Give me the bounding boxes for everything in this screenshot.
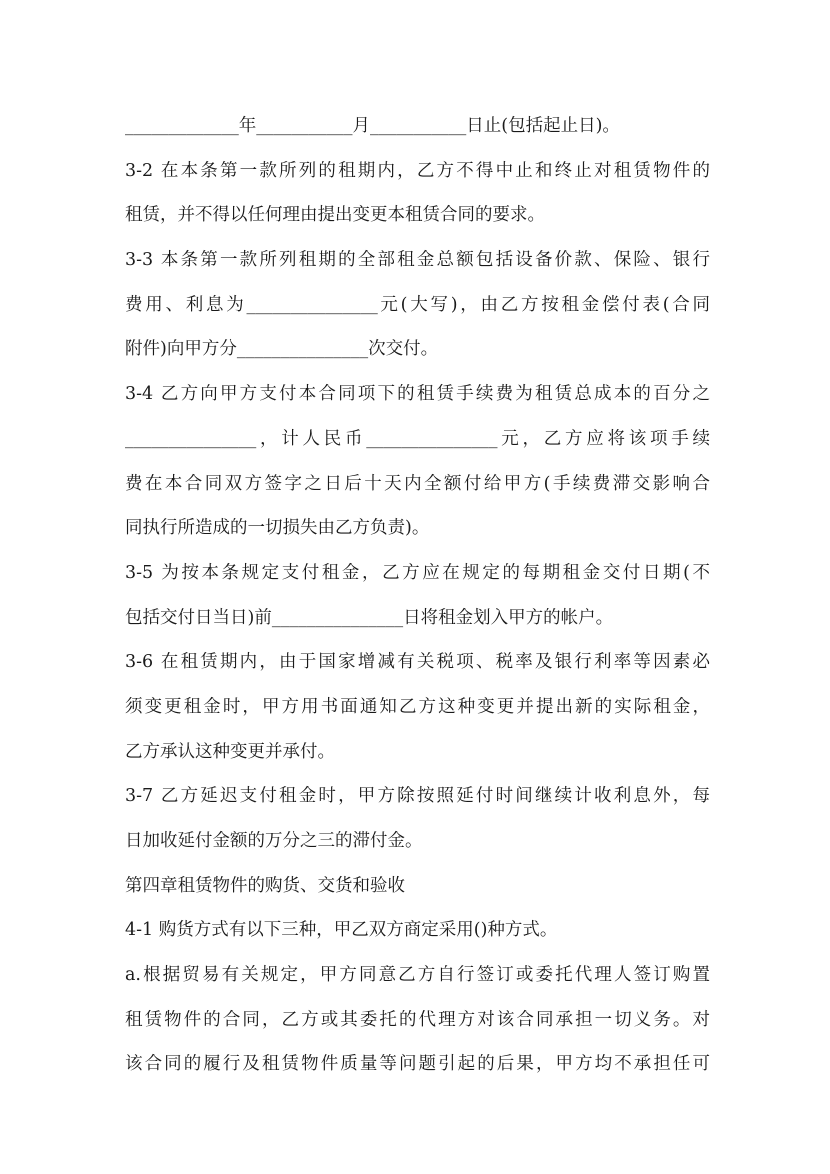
- text-line: 费在本合同双方签字之日后十天内全额付给甲方(手续费滞交影响合: [125, 473, 710, 494]
- text-line: a.根据贸易有关规定，甲方同意乙方自行签订或委托代理人签订购置: [125, 965, 710, 986]
- text-line: 费用、利息为_______________元(大写)，由乙方按租金偿付表(合同: [125, 294, 710, 315]
- text-line: 3-2 在本条第一款所列的租期内，乙方不得中止和终止对租赁物件的: [125, 160, 710, 181]
- text-line: 3-3 本条第一款所列租期的全部租金总额包括设备价款、保险、银行: [125, 250, 710, 271]
- text-line: 同执行所造成的一切损失由乙方负责)。: [125, 518, 430, 539]
- document-body: [125, 104, 710, 1087]
- text-line: 租赁，并不得以任何理由提出变更本租赁合同的要求。: [125, 205, 545, 226]
- text-line: _____________年___________月___________日止(包括起止日)。: [125, 116, 620, 136]
- text-line: 租赁物件的合同，乙方或其委托的代理方对该合同承担一切义务。对: [125, 1009, 710, 1030]
- text-line: 日加收延付金额的万分之三的滞付金。: [125, 831, 423, 851]
- text-line: _______________，计人民币_______________元，乙方应将该项手续: [125, 428, 710, 449]
- text-line: 附件)向甲方分_______________次交付。: [125, 339, 439, 360]
- text-line: 包括交付日当日)前_______________日将租金划入甲方的帐户。: [125, 607, 614, 628]
- text-line: 3-4 乙方向甲方支付本合同项下的租赁手续费为租赁总成本的百分之: [125, 384, 710, 405]
- text-line: 须变更租金时，甲方用书面通知乙方这种变更并提出新的实际租金，: [125, 696, 710, 717]
- text-line: 该合同的履行及租赁物件质量等问题引起的后果，甲方均不承担任可: [125, 1054, 710, 1075]
- text-line: 第四章租赁物件的购货、交货和验收: [125, 875, 405, 896]
- text-line: 3-7 乙方延迟支付租金时，甲方除按照延付时间继续计收利息外，每: [125, 786, 710, 807]
- text-line: 3-5 为按本条规定支付租金，乙方应在规定的每期租金交付日期(不: [125, 562, 710, 583]
- text-line: 3-6 在租赁期内，由于国家增减有关税项、税率及银行利率等因素必: [125, 652, 710, 673]
- text-line: 乙方承认这种变更并承付。: [125, 741, 335, 762]
- text-line: 4-1 购货方式有以下三种，甲乙双方商定采用()种方式。: [125, 920, 558, 941]
